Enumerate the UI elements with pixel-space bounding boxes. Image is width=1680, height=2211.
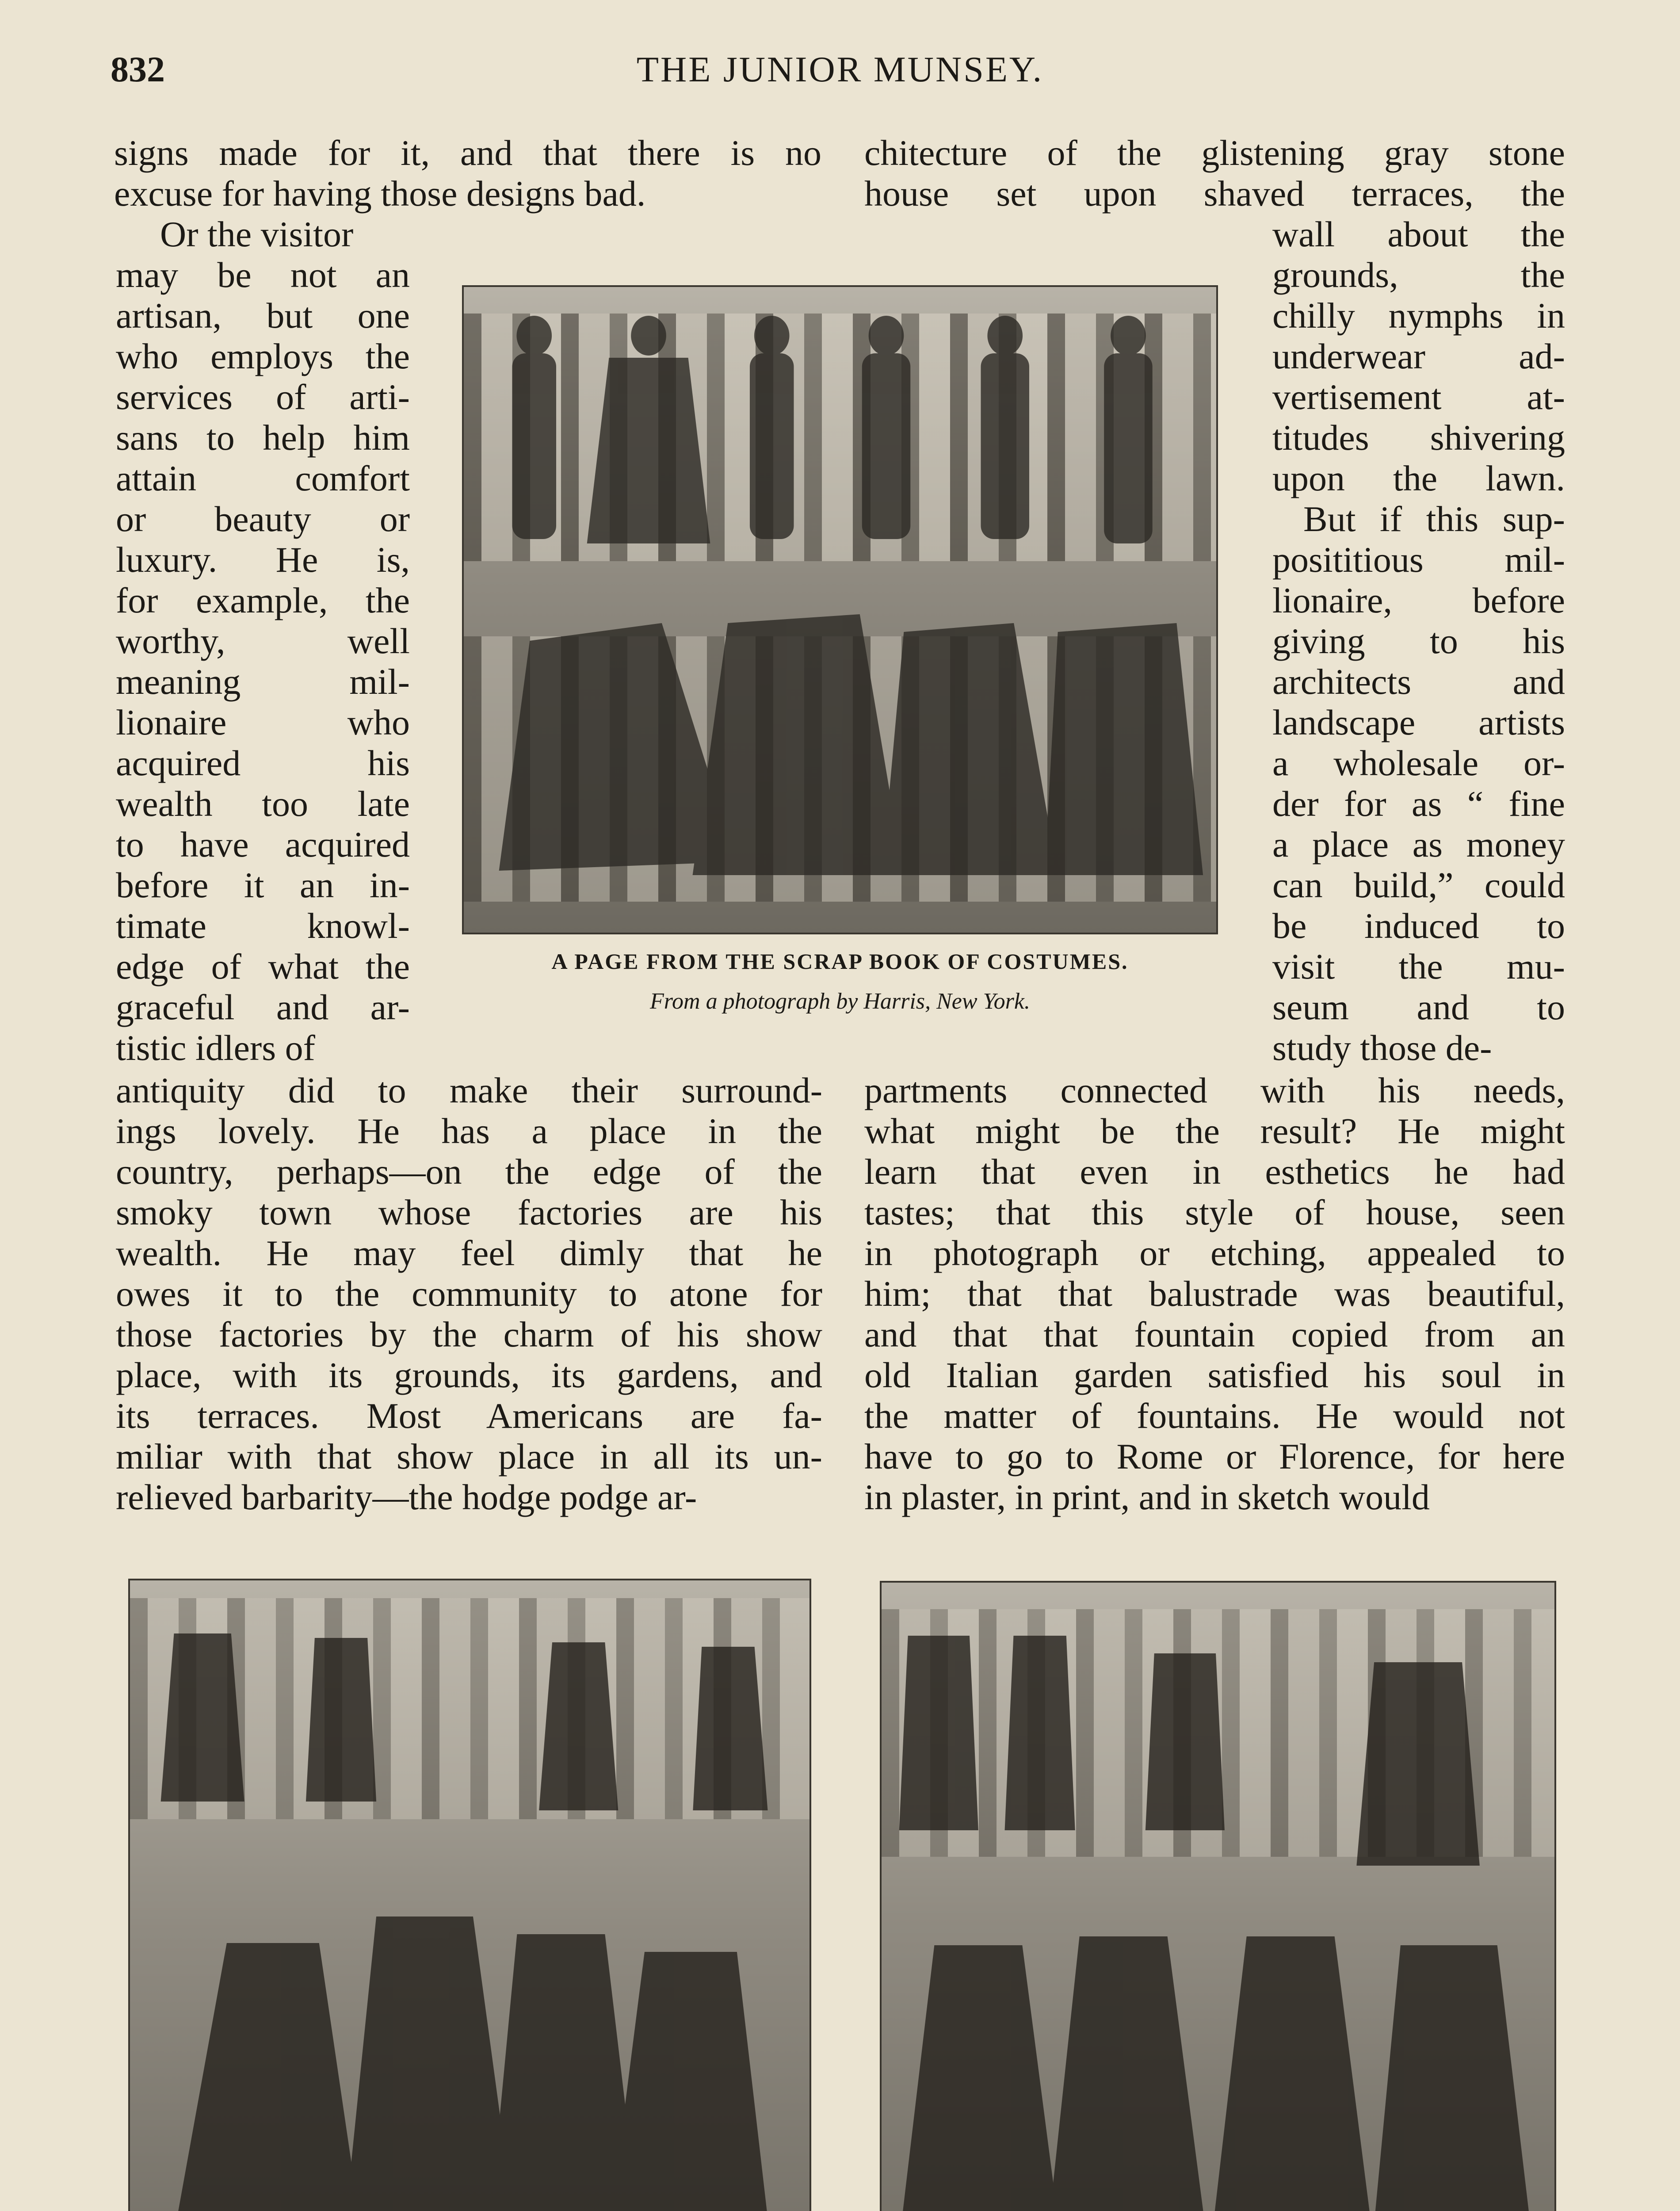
magazine-title: THE JUNIOR MUNSEY. (636, 49, 1044, 89)
figure-silhouettes (882, 1583, 1554, 2211)
text-line: tastes; that this style of house, seen (864, 1192, 1565, 1232)
text-line: worthy, well (116, 621, 410, 661)
text-line: architects and (1272, 662, 1565, 702)
text-line: timate knowl- (116, 906, 410, 946)
text-line: him; that that balustrade was beautiful, (864, 1274, 1565, 1314)
text-line: before it an in- (116, 865, 410, 905)
text-line: grounds, the (1272, 255, 1565, 295)
text-line: for example, the (116, 580, 410, 620)
bottom-right-figure (880, 1581, 1556, 2211)
text-line: artisan, but one (116, 295, 410, 336)
page-number: 832 (111, 49, 165, 89)
text-line: vertisement at- (1272, 377, 1565, 417)
text-line: country, perhaps—on the edge of the (116, 1151, 822, 1192)
text-line: what might be the result? He might (864, 1111, 1565, 1151)
text-line: to have acquired (116, 824, 410, 865)
text-line: services of arti- (116, 377, 410, 417)
text-line: signs made for it, and that there is no (114, 133, 821, 173)
text-line: ings lovely. He has a place in the (116, 1111, 822, 1151)
text-line: wall about the (1272, 214, 1565, 254)
figure-caption: A PAGE FROM THE SCRAP BOOK OF COSTUMES. (551, 949, 1129, 974)
text-line: or beauty or (116, 499, 410, 539)
costume-photo-top (462, 285, 1218, 934)
text-line: wealth. He may feel dimly that he (116, 1233, 822, 1273)
text-line: partments connected with his needs, (864, 1070, 1565, 1110)
text-line: posititious mil- (1272, 539, 1565, 580)
text-line: upon the lawn. (1272, 458, 1565, 498)
text-line: acquired his (116, 743, 410, 783)
text-line: who employs the (116, 336, 410, 376)
text-line: its terraces. Most Americans are fa- (116, 1396, 822, 1436)
right-column-bottom (864, 1070, 1565, 1518)
text-line: antiquity did to make their surround- (116, 1070, 822, 1110)
bottom-left-figure (128, 1579, 811, 2211)
text-line: in plaster, in print, and in sketch would (864, 1477, 1430, 1517)
text-line: smoky town whose factories are his (116, 1192, 822, 1232)
text-line: can build,” could (1272, 865, 1565, 905)
text-line: have to go to Rome or Florence, for here (864, 1436, 1565, 1477)
text-line: landscape artists (1272, 702, 1565, 742)
text-line: house set upon shaved terraces, the (864, 173, 1565, 214)
figure-silhouettes (130, 1580, 809, 2211)
text-line: owes it to the community to atone for (116, 1274, 822, 1314)
left-column-top (114, 133, 821, 214)
text-line: tistic idlers of (116, 1028, 315, 1068)
text-line: meaning mil- (116, 662, 410, 702)
text-line: learn that even in esthetics he had (864, 1151, 1565, 1192)
text-line: chitecture of the glistening gray stone (864, 133, 1565, 173)
costume-photo-bottom-right (880, 1581, 1556, 2211)
text-line: visit the mu- (1272, 946, 1565, 987)
top-figure (462, 285, 1218, 1028)
text-line: underwear ad- (1272, 336, 1565, 376)
text-line: lionaire who (116, 702, 410, 742)
left-column-bottom (116, 1070, 822, 1518)
text-line: But if this sup- (1303, 499, 1565, 539)
running-header (111, 49, 1569, 97)
text-line: der for as “ fine (1272, 784, 1565, 824)
costume-photo-bottom-left (128, 1579, 811, 2211)
text-line: sans to help him (116, 417, 410, 458)
text-line: and that that fountain copied from an (864, 1314, 1565, 1354)
text-line: a place as money (1272, 824, 1565, 865)
figure-silhouettes (464, 287, 1216, 933)
text-line: titudes shivering (1272, 417, 1565, 458)
text-line: graceful and ar- (116, 987, 410, 1027)
right-column-top (864, 133, 1565, 214)
text-line: be induced to (1272, 906, 1565, 946)
text-line: edge of what the (116, 946, 410, 987)
text-line: seum and to (1272, 987, 1565, 1027)
text-line: those factories by the charm of his show (116, 1314, 822, 1354)
text-line: attain comfort (116, 458, 410, 498)
text-line: wealth too late (116, 784, 410, 824)
text-line: excuse for having those designs bad. (114, 173, 646, 214)
text-line: chilly nymphs in (1272, 295, 1565, 336)
text-line: lionaire, before (1272, 580, 1565, 620)
text-line: may be not an (116, 255, 410, 295)
right-wrap-column (1272, 214, 1565, 1068)
text-line: miliar with that show place in all its un- (116, 1436, 822, 1477)
text-line: giving to his (1272, 621, 1565, 661)
text-line: in photograph or etching, appealed to (864, 1233, 1565, 1273)
text-line: the matter of fountains. He would not (864, 1396, 1565, 1436)
text-line: relieved barbarity—the hodge podge ar- (116, 1477, 697, 1517)
left-wrap-column (116, 214, 410, 1068)
text-line: Or the visitor (160, 214, 354, 254)
text-line: study those de- (1272, 1028, 1492, 1068)
text-line: a wholesale or- (1272, 743, 1565, 783)
text-line: place, with its grounds, its gardens, and (116, 1355, 822, 1395)
text-line: old Italian garden satisfied his soul in (864, 1355, 1565, 1395)
text-line: luxury. He is, (116, 539, 410, 580)
figure-credit: From a photograph by Harris, New York. (649, 989, 1030, 1014)
